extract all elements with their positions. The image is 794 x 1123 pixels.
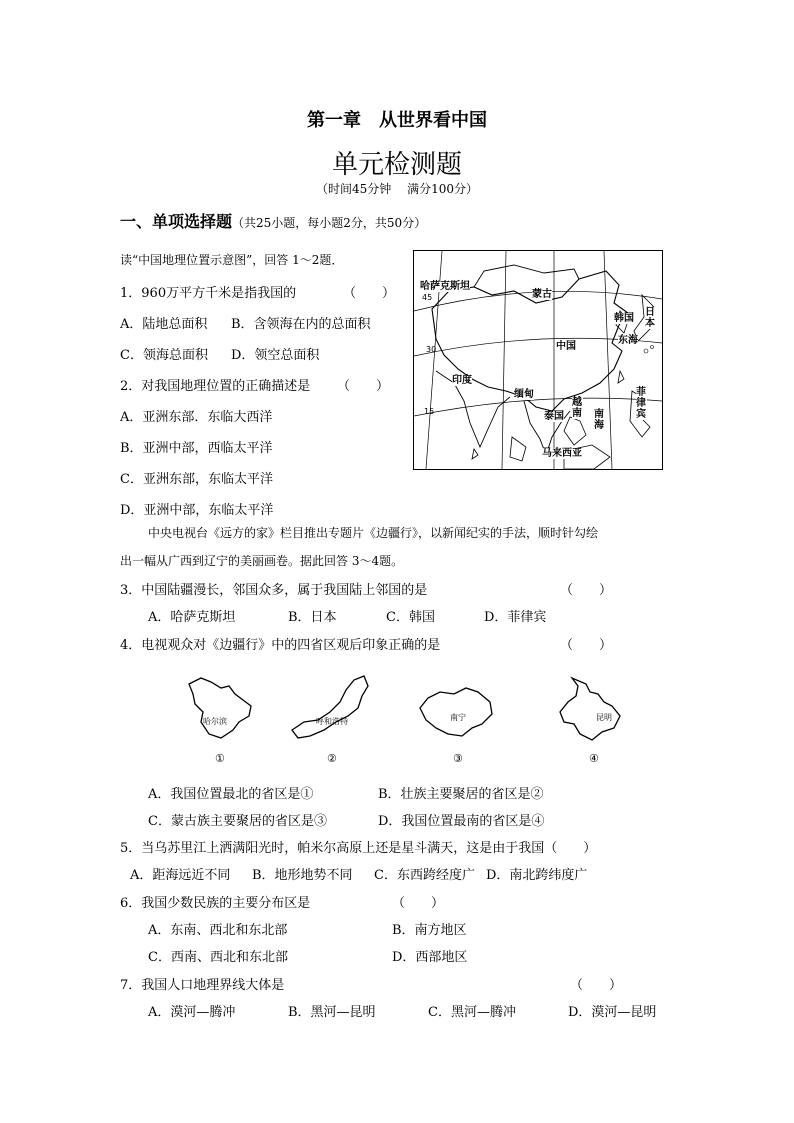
question-1-option-b: B．含领海在内的总面积 <box>231 317 371 332</box>
section-heading <box>120 209 426 232</box>
question-4-option-d: D．我国位置最南的省区是④ <box>378 814 545 829</box>
question-3-answer-paren: （ ） <box>560 583 613 598</box>
question-1-option-c: C．领海总面积 <box>120 348 208 363</box>
map-label-korea: 韩国 <box>614 313 634 324</box>
question-2-option-a: A．亚洲东部．东临大西洋 <box>120 410 273 425</box>
question-3-option-c: C．韩国 <box>386 610 435 625</box>
province-1-number: ① <box>215 752 225 765</box>
province-shape-4 <box>554 672 628 748</box>
map-label-thailand: 泰国 <box>544 411 564 422</box>
question-2-option-d: D．亚洲中部，东临太平洋 <box>120 503 274 518</box>
reading-instruction-2-line1: 中央电视台《远方的家》栏目推出专题片《边疆行》，以新闻纪实的手法，顺时针勾绘 <box>148 526 599 540</box>
question-6-option-d: D．西部地区 <box>392 950 468 965</box>
question-4-stem: 4．电视观众对《边疆行》中的四省区观后印象正确的是 <box>120 638 441 653</box>
map-label-vietnam: 越南 <box>572 397 582 419</box>
question-5-option-d: D．南北跨纬度广 <box>486 868 588 883</box>
time-score-note: （时间45分钟 满分100分） <box>316 182 478 196</box>
map-label-india: 印度 <box>452 375 472 386</box>
question-7-option-a: A．漠河—腾冲 <box>148 1005 236 1020</box>
question-3-option-d: D．菲律宾 <box>484 610 547 625</box>
question-6-option-a: A．东南、西北和东北部 <box>148 923 288 938</box>
question-2-option-c: C．亚洲东部，东临太平洋 <box>120 472 273 487</box>
question-1-option-d: D．领空总面积 <box>231 348 320 363</box>
map-label-myanmar: 缅甸 <box>514 389 534 400</box>
map-label-japan: 日本 <box>645 307 655 329</box>
question-1-stem: 1．960万平方千米是指我国的 <box>120 286 297 301</box>
section-heading-label: 一、单项选择题 <box>120 212 233 231</box>
question-5-option-a: A．距海远近不同 <box>130 868 231 883</box>
province-shape-2 <box>288 672 380 746</box>
china-location-map <box>413 250 663 470</box>
map-label-china: 中国 <box>556 341 576 352</box>
section-heading-note: （共25小题，每小题2分，共50分） <box>232 216 427 230</box>
question-1-option-a: A．陆地总面积 <box>120 317 208 332</box>
province-2-number: ② <box>327 752 337 765</box>
question-6-stem: 6．我国少数民族的主要分布区是 <box>120 896 311 911</box>
question-7-option-c: C．黑河—腾冲 <box>428 1005 516 1020</box>
map-label-east-sea: 东海 <box>618 335 638 346</box>
question-4-option-a: A．我国位置最北的省区是① <box>148 787 314 802</box>
province-4-capital: 昆明 <box>596 713 612 722</box>
question-3-option-b: B．日本 <box>288 610 337 625</box>
question-2-option-b: B．亚洲中部，西临太平洋 <box>120 441 273 456</box>
question-5-option-c: C．东西跨经度广 <box>374 868 475 883</box>
province-shape-3 <box>414 672 498 746</box>
question-4-answer-paren: （ ） <box>560 638 613 653</box>
question-5-stem: 5．当乌苏里江上洒满阳光时，帕米尔高原上还是星斗满天，这是由于我国（ ） <box>120 841 597 856</box>
question-2-stem: 2．对我国地理位置的正确描述是 <box>120 379 311 394</box>
latitude-mark-30: 30 <box>426 345 437 354</box>
question-6-option-c: C．西南、西北和东北部 <box>148 950 288 965</box>
question-1-answer-paren: （ ） <box>343 286 396 301</box>
map-label-south-sea: 南海 <box>594 409 604 431</box>
province-3-capital: 南宁 <box>450 713 466 722</box>
question-6-answer-paren: （ ） <box>392 896 445 911</box>
latitude-mark-15: 15 <box>424 407 435 416</box>
question-7-stem: 7．我国人口地理界线大体是 <box>120 978 285 993</box>
province-shape-1 <box>183 672 257 746</box>
latitude-mark-45: 45 <box>422 293 433 302</box>
reading-instruction-2-line2: 出一幅从广西到辽宁的美丽画卷。据此回答 3～4题。 <box>120 554 404 568</box>
question-7-answer-paren: （ ） <box>570 978 623 993</box>
page-title: 单元检测题 <box>331 150 462 180</box>
province-4-number: ④ <box>589 752 599 765</box>
question-6-option-b: B．南方地区 <box>392 923 467 938</box>
question-3-option-a: A．哈萨克斯坦 <box>148 610 236 625</box>
question-4-option-c: C．蒙古族主要聚居的省区是③ <box>148 814 327 829</box>
chapter-title: 第一章 从世界看中国 <box>307 110 487 131</box>
question-2-answer-paren: （ ） <box>337 379 390 394</box>
map-label-malaysia: 马来西亚 <box>542 448 582 459</box>
reading-instruction-1: 读“中国地理位置示意图”，回答 1～2题． <box>120 253 344 267</box>
question-3-stem: 3．中国陆疆漫长，邻国众多，属于我国陆上邻国的是 <box>120 583 428 598</box>
question-5-option-b: B．地形地势不同 <box>252 868 353 883</box>
province-1-capital: 哈尔滨 <box>203 717 227 726</box>
province-2-capital: 呼和浩特 <box>316 717 348 726</box>
question-7-option-d: D．漠河—昆明 <box>568 1005 657 1020</box>
map-label-kazakhstan: 哈萨克斯坦 <box>420 281 470 292</box>
question-7-option-b: B．黑河—昆明 <box>288 1005 376 1020</box>
question-4-option-b: B．壮族主要聚居的省区是② <box>378 787 544 802</box>
map-label-philippines: 菲律宾 <box>636 387 646 420</box>
province-3-number: ③ <box>453 752 463 765</box>
map-label-mongolia: 蒙古 <box>532 289 552 300</box>
